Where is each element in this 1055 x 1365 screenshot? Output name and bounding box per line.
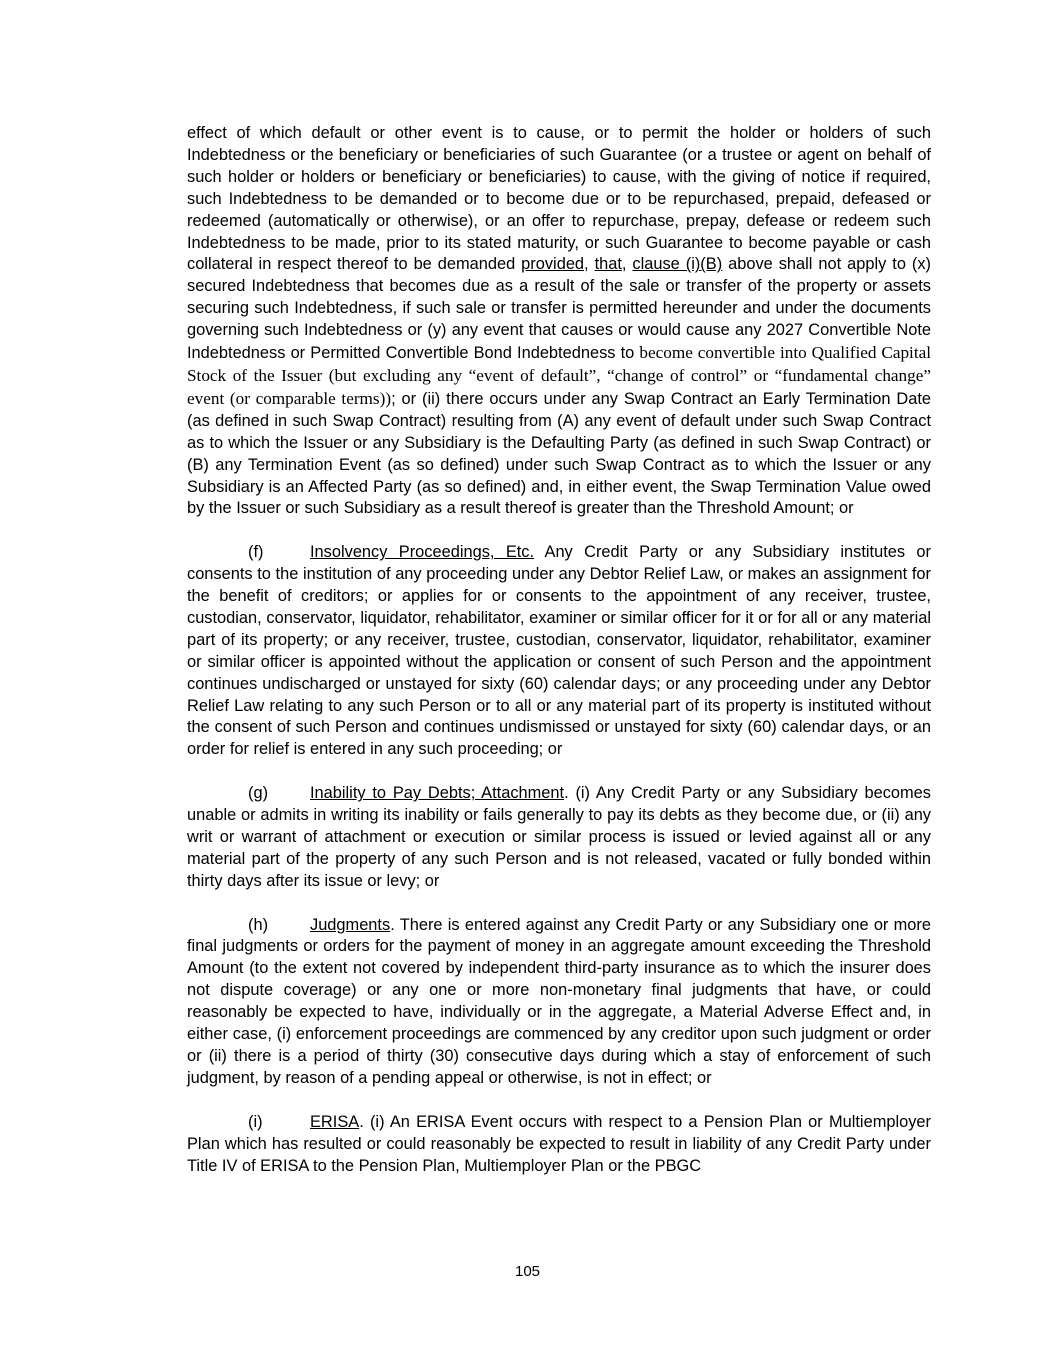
page-number: 105 bbox=[514, 1263, 541, 1280]
paragraph-text: , bbox=[621, 255, 633, 274]
provided-term: provided bbox=[521, 255, 585, 274]
section-heading: Inability to Pay Debts; Attachment bbox=[310, 784, 565, 803]
that-term: that bbox=[594, 255, 622, 274]
paragraph-text: , bbox=[584, 255, 595, 274]
inserted-serif-text: become convertible into Qualified Capital Stock of the Issuer (but excluding any “event of default”, “change of control” or “fundamental change” event (or comparable terms)) bbox=[187, 343, 931, 408]
section-heading: ERISA bbox=[310, 1112, 360, 1131]
section-text: . (i) Any Credit Party or any Subsidiary becomes unable or admits in writing its inability or fails generally to pay its debts as they become due, or (ii) any writ or warrant of attachment or execution or similar process is issued or levied against all or any material part of the property of any such Person and is not released, vacated or fully bonded within thirty days after its issue or levy; or bbox=[187, 784, 931, 890]
paragraph-text: ; or (ii) there occurs under any Swap Contract an Early Termination Date (as defined in such Swap Contract) resulting from (A) any event of default under such Swap Contract as to which the Issuer or any Subsidiary is the Defaulting Party (as defined in such Swap Contract) or (B) any Termination Event (as so defined) under such Swap Contract as to which the Issuer or any Subsidiary is an Affected Party (as so defined) and, in either event, the Swap Termination Value owed by the Issuer or such Subsidiary as a result thereof is greater than the Threshold Amount; or bbox=[187, 389, 931, 518]
section-text: . There is entered against any Credit Party or any Subsidiary one or more final judgments or orders for the payment of money in an aggregate amount exceeding the Threshold Amount (to the extent not covered by independent third-party insurance as to which the insurer does not dispute coverage) or any one or more non-monetary final judgments that have, or could reasonably be expected to have, individually or in the aggregate, a Material Adverse Effect and, in either case, (i) enforcement proceedings are commenced by any creditor upon such judgment or order or (ii) there is a period of thirty (30) consecutive days during which a stay of enforcement of such judgment, by reason of a pending appeal or otherwise, is not in effect; or bbox=[187, 915, 931, 1087]
section-heading: Judgments bbox=[310, 915, 391, 934]
section-i bbox=[187, 1112, 931, 1178]
section-label: (h) bbox=[248, 915, 269, 934]
section-h bbox=[187, 915, 931, 1090]
section-label: (i) bbox=[248, 1112, 263, 1131]
section-text: . (i) An ERISA Event occurs with respect to a Pension Plan or Multiemployer Plan which has resulted or could reasonably be expected to result in liability of any Credit Party under Title IV of ERISA to the Pension Plan, Multiemployer Plan or the PBGC bbox=[187, 1112, 931, 1175]
paragraph-text: effect of which default or other event is to cause, or to permit the holder or holders of such Indebtedness or the beneficiary or beneficiaries of such Guarantee (or a trustee or agent on behalf of such holder or holders or beneficiary or beneficiaries) to cause, with the giving of notice if required, such Indebtedness to be demanded or to become due or to be repurchased, prepaid, defeased or redeemed (automatically or otherwise), or an offer to repurchase, prepay, defease or redeem such Indebtedness to be made, prior to its stated maturity, or such Guarantee to become payable or cash collateral in respect thereof to be demanded bbox=[187, 124, 931, 274]
clause-reference: clause (i)(B) bbox=[632, 255, 723, 274]
section-text: Any Credit Party or any Subsidiary institutes or consents to the institution of any proceeding under any Debtor Relief Law, or makes an assignment for the benefit of creditors; or applies for or consents to the appointment of any receiver, trustee, custodian, conservator, liquidator, rehabilitator, examiner or similar officer for it or for all or any material part of its property; or any receiver, trustee, custodian, conservator, liquidator, rehabilitator, examiner or similar officer is appointed without the application or consent of such Person and the appointment continues undischarged or unstayed for sixty (60) calendar days; or any proceeding under any Debtor Relief Law relating to any such Person or to all or any material part of its property is instituted without the consent of such Person and continues undismissed or unstayed for sixty (60) calendar days, or an order for relief is entered in any such proceeding; or bbox=[187, 543, 931, 759]
paragraph-continuation bbox=[187, 123, 931, 520]
section-label: (g) bbox=[248, 784, 269, 803]
section-g bbox=[187, 783, 931, 893]
section-f bbox=[187, 542, 931, 761]
document-body bbox=[187, 123, 931, 1199]
section-label: (f) bbox=[248, 543, 264, 562]
paragraph-text: above shall not apply to (x) secured Indebtedness that becomes due as a result of the sale or transfer of the property or assets securing such Indebtedness, if such sale or transfer is permitted hereunder and under the documents governing such Indebtedness or (y) any event that causes or would cause any 2027 Convertible Note Indebtedness or Permitted Convertible Bond Indebtedness to bbox=[187, 255, 932, 363]
section-heading: Insolvency Proceedings, Etc. bbox=[310, 543, 535, 562]
